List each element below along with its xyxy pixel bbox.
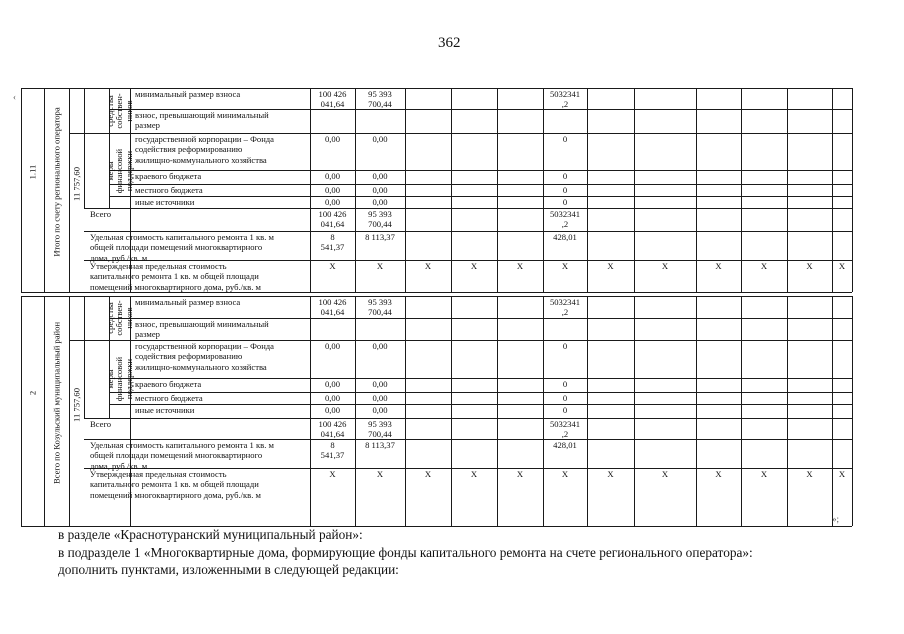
- col-rule: [587, 296, 588, 526]
- col-rule: [787, 296, 788, 526]
- row-label-other: иные источники: [135, 197, 195, 207]
- row-label-min_contribution: минимальный размер взноса: [135, 297, 241, 307]
- value-col2: 0,00: [372, 379, 388, 389]
- value-col1: 0,00: [324, 197, 341, 207]
- col-rule: [84, 296, 85, 418]
- col-rule: [832, 296, 833, 526]
- value-col6: 0: [562, 185, 568, 195]
- value-col1: 8 541,37: [320, 232, 345, 253]
- value-col1: 0,00: [324, 185, 341, 195]
- value-col1: 0,00: [324, 341, 341, 351]
- x-mark: X: [376, 469, 384, 479]
- value-col6: 0: [562, 405, 568, 415]
- col-rule: [451, 296, 452, 526]
- col-rule: [405, 296, 406, 526]
- value-col6: 428,01: [553, 440, 577, 450]
- block-title: Всего по Козульский муниципальный район: [50, 321, 61, 485]
- owner-funds-label: средства собствен- ников: [104, 300, 134, 336]
- x-mark: X: [516, 469, 524, 479]
- col-rule: [69, 88, 70, 292]
- value-col2: 0,00: [372, 341, 388, 351]
- x-mark: X: [661, 261, 669, 271]
- row-label-regional: краевого бюджета: [135, 171, 202, 181]
- value-col2: 8 113,37: [365, 232, 395, 242]
- row-label-unit_cost: Удельная стоимость капитального ремонта 1 кв. м общей площади помещений многоквартирного дома, руб./кв. м: [90, 440, 274, 471]
- paragraph-supplement: дополнить пунктами, изложенными в следующей редакции:: [58, 562, 399, 577]
- value-col2: 0,00: [372, 393, 388, 403]
- x-mark: X: [607, 261, 614, 271]
- x-mark: X: [715, 469, 722, 479]
- x-mark: X: [838, 261, 846, 271]
- x-mark: X: [607, 469, 614, 479]
- value-col1: 100 426 041,64: [318, 209, 347, 230]
- value-col6: 0: [562, 341, 568, 351]
- col-rule: [852, 296, 853, 526]
- block-title: Итого по счету регионального оператора: [50, 107, 61, 257]
- row-label-over_min: взнос, превышающий минимальный размер: [135, 319, 269, 340]
- support-measures-label: меры финансовой поддержки: [104, 356, 134, 402]
- col-rule: [634, 296, 635, 526]
- x-mark: X: [806, 469, 813, 479]
- x-mark: X: [329, 469, 336, 479]
- value-col2: 95 393 700,44: [368, 89, 392, 110]
- row-label-total: Всего: [90, 209, 112, 219]
- value-col1: 100 426 041,64: [318, 297, 347, 318]
- col-rule: [21, 296, 22, 526]
- row-label-limit_cost: Утвержденная предельная стоимость капитального ремонта 1 кв. м общей площади помещений многоквартирного дома, руб./кв. м: [90, 261, 261, 292]
- block-number: 2: [26, 390, 37, 396]
- x-mark: X: [470, 261, 478, 271]
- value-col6: 0: [562, 197, 568, 207]
- value-col6: 5032341 ,2: [549, 419, 581, 440]
- value-col6: 5032341 ,2: [549, 297, 581, 318]
- col-rule: [741, 296, 742, 526]
- x-mark: X: [516, 261, 524, 271]
- value-col6: 0: [562, 134, 568, 144]
- x-mark: X: [424, 469, 432, 479]
- closing-quote: »;: [832, 514, 840, 524]
- row-label-over_min: взнос, превышающий минимальный размер: [135, 110, 269, 131]
- x-mark: X: [561, 261, 569, 271]
- block-number: 1.11: [26, 164, 37, 180]
- value-col2: 95 393 700,44: [368, 209, 392, 230]
- value-col1: 100 426 041,64: [318, 419, 347, 440]
- x-mark: X: [470, 469, 478, 479]
- x-mark: X: [715, 261, 722, 271]
- row-label-local: местного бюджета: [135, 393, 203, 403]
- x-mark: X: [760, 469, 768, 479]
- col-rule: [44, 88, 45, 292]
- owner-funds-label: средства собствен- ников: [104, 92, 134, 129]
- x-mark: X: [806, 261, 813, 271]
- row-label-local: местного бюджета: [135, 185, 203, 195]
- row-rule: [84, 208, 852, 209]
- scan-mark: ‹: [13, 92, 16, 102]
- x-mark: X: [561, 469, 569, 479]
- col-rule: [84, 88, 85, 208]
- value-col6: 0: [562, 171, 568, 181]
- col-rule: [852, 88, 853, 292]
- x-mark: X: [838, 469, 846, 479]
- value-col2: 0,00: [372, 197, 388, 207]
- value-col1: 8 541,37: [320, 440, 345, 461]
- row-label-other: иные источники: [135, 405, 195, 415]
- row-label-min_contribution: минимальный размер взноса: [135, 89, 241, 99]
- x-mark: X: [661, 469, 669, 479]
- value-col1: 0,00: [324, 134, 341, 144]
- col-rule: [497, 296, 498, 526]
- value-col1: 0,00: [324, 379, 341, 389]
- value-col1: 0,00: [324, 405, 341, 415]
- col-rule: [696, 296, 697, 526]
- row-rule: [84, 418, 852, 419]
- value-col6: 5032341 ,2: [549, 209, 581, 230]
- row-label-total: Всего: [90, 419, 112, 429]
- value-col6: 5032341 ,2: [549, 89, 581, 110]
- block-area: 11 757,60: [70, 387, 81, 423]
- x-mark: X: [424, 261, 432, 271]
- col-rule: [21, 88, 22, 292]
- value-col2: 0,00: [372, 171, 388, 181]
- x-mark: X: [329, 261, 336, 271]
- paragraph-section: в разделе «Краснотуранский муниципальный район»:: [58, 527, 363, 542]
- value-col6: 428,01: [553, 232, 577, 242]
- row-label-fund: государственной корпорации – Фонда содействия реформированию жилищно-коммунального хозяйства: [135, 134, 274, 165]
- row-label-limit_cost: Утвержденная предельная стоимость капитального ремонта 1 кв. м общей площади помещений многоквартирного дома, руб./кв. м: [90, 469, 261, 500]
- value-col6: 0: [562, 379, 568, 389]
- value-col6: 0: [562, 393, 568, 403]
- value-col1: 0,00: [324, 171, 341, 181]
- support-measures-label: меры финансовой поддержки: [104, 148, 134, 193]
- paragraph-subsection: в подразделе 1 «Многоквартирные дома, формирующие фонды капитального ремонта на счете регионального оператора»:: [58, 545, 753, 560]
- value-col2: 95 393 700,44: [368, 419, 392, 440]
- value-col1: 0,00: [324, 393, 341, 403]
- page-number: 362: [438, 35, 461, 51]
- value-col1: 100 426 041,64: [318, 89, 347, 110]
- value-col2: 0,00: [372, 134, 388, 144]
- col-rule: [44, 296, 45, 526]
- value-col2: 8 113,37: [365, 440, 395, 450]
- row-label-unit_cost: Удельная стоимость капитального ремонта 1 кв. м общей площади помещений многоквартирного дома, руб./кв. м: [90, 232, 274, 263]
- row-label-fund: государственной корпорации – Фонда содействия реформированию жилищно-коммунального хозяйства: [135, 341, 274, 372]
- value-col2: 0,00: [372, 185, 388, 195]
- x-mark: X: [760, 261, 768, 271]
- value-col2: 95 393 700,44: [368, 297, 392, 318]
- value-col2: 0,00: [372, 405, 388, 415]
- x-mark: X: [376, 261, 384, 271]
- row-label-regional: краевого бюджета: [135, 379, 202, 389]
- block-area: 11 757,60: [70, 166, 81, 202]
- col-rule: [69, 296, 70, 526]
